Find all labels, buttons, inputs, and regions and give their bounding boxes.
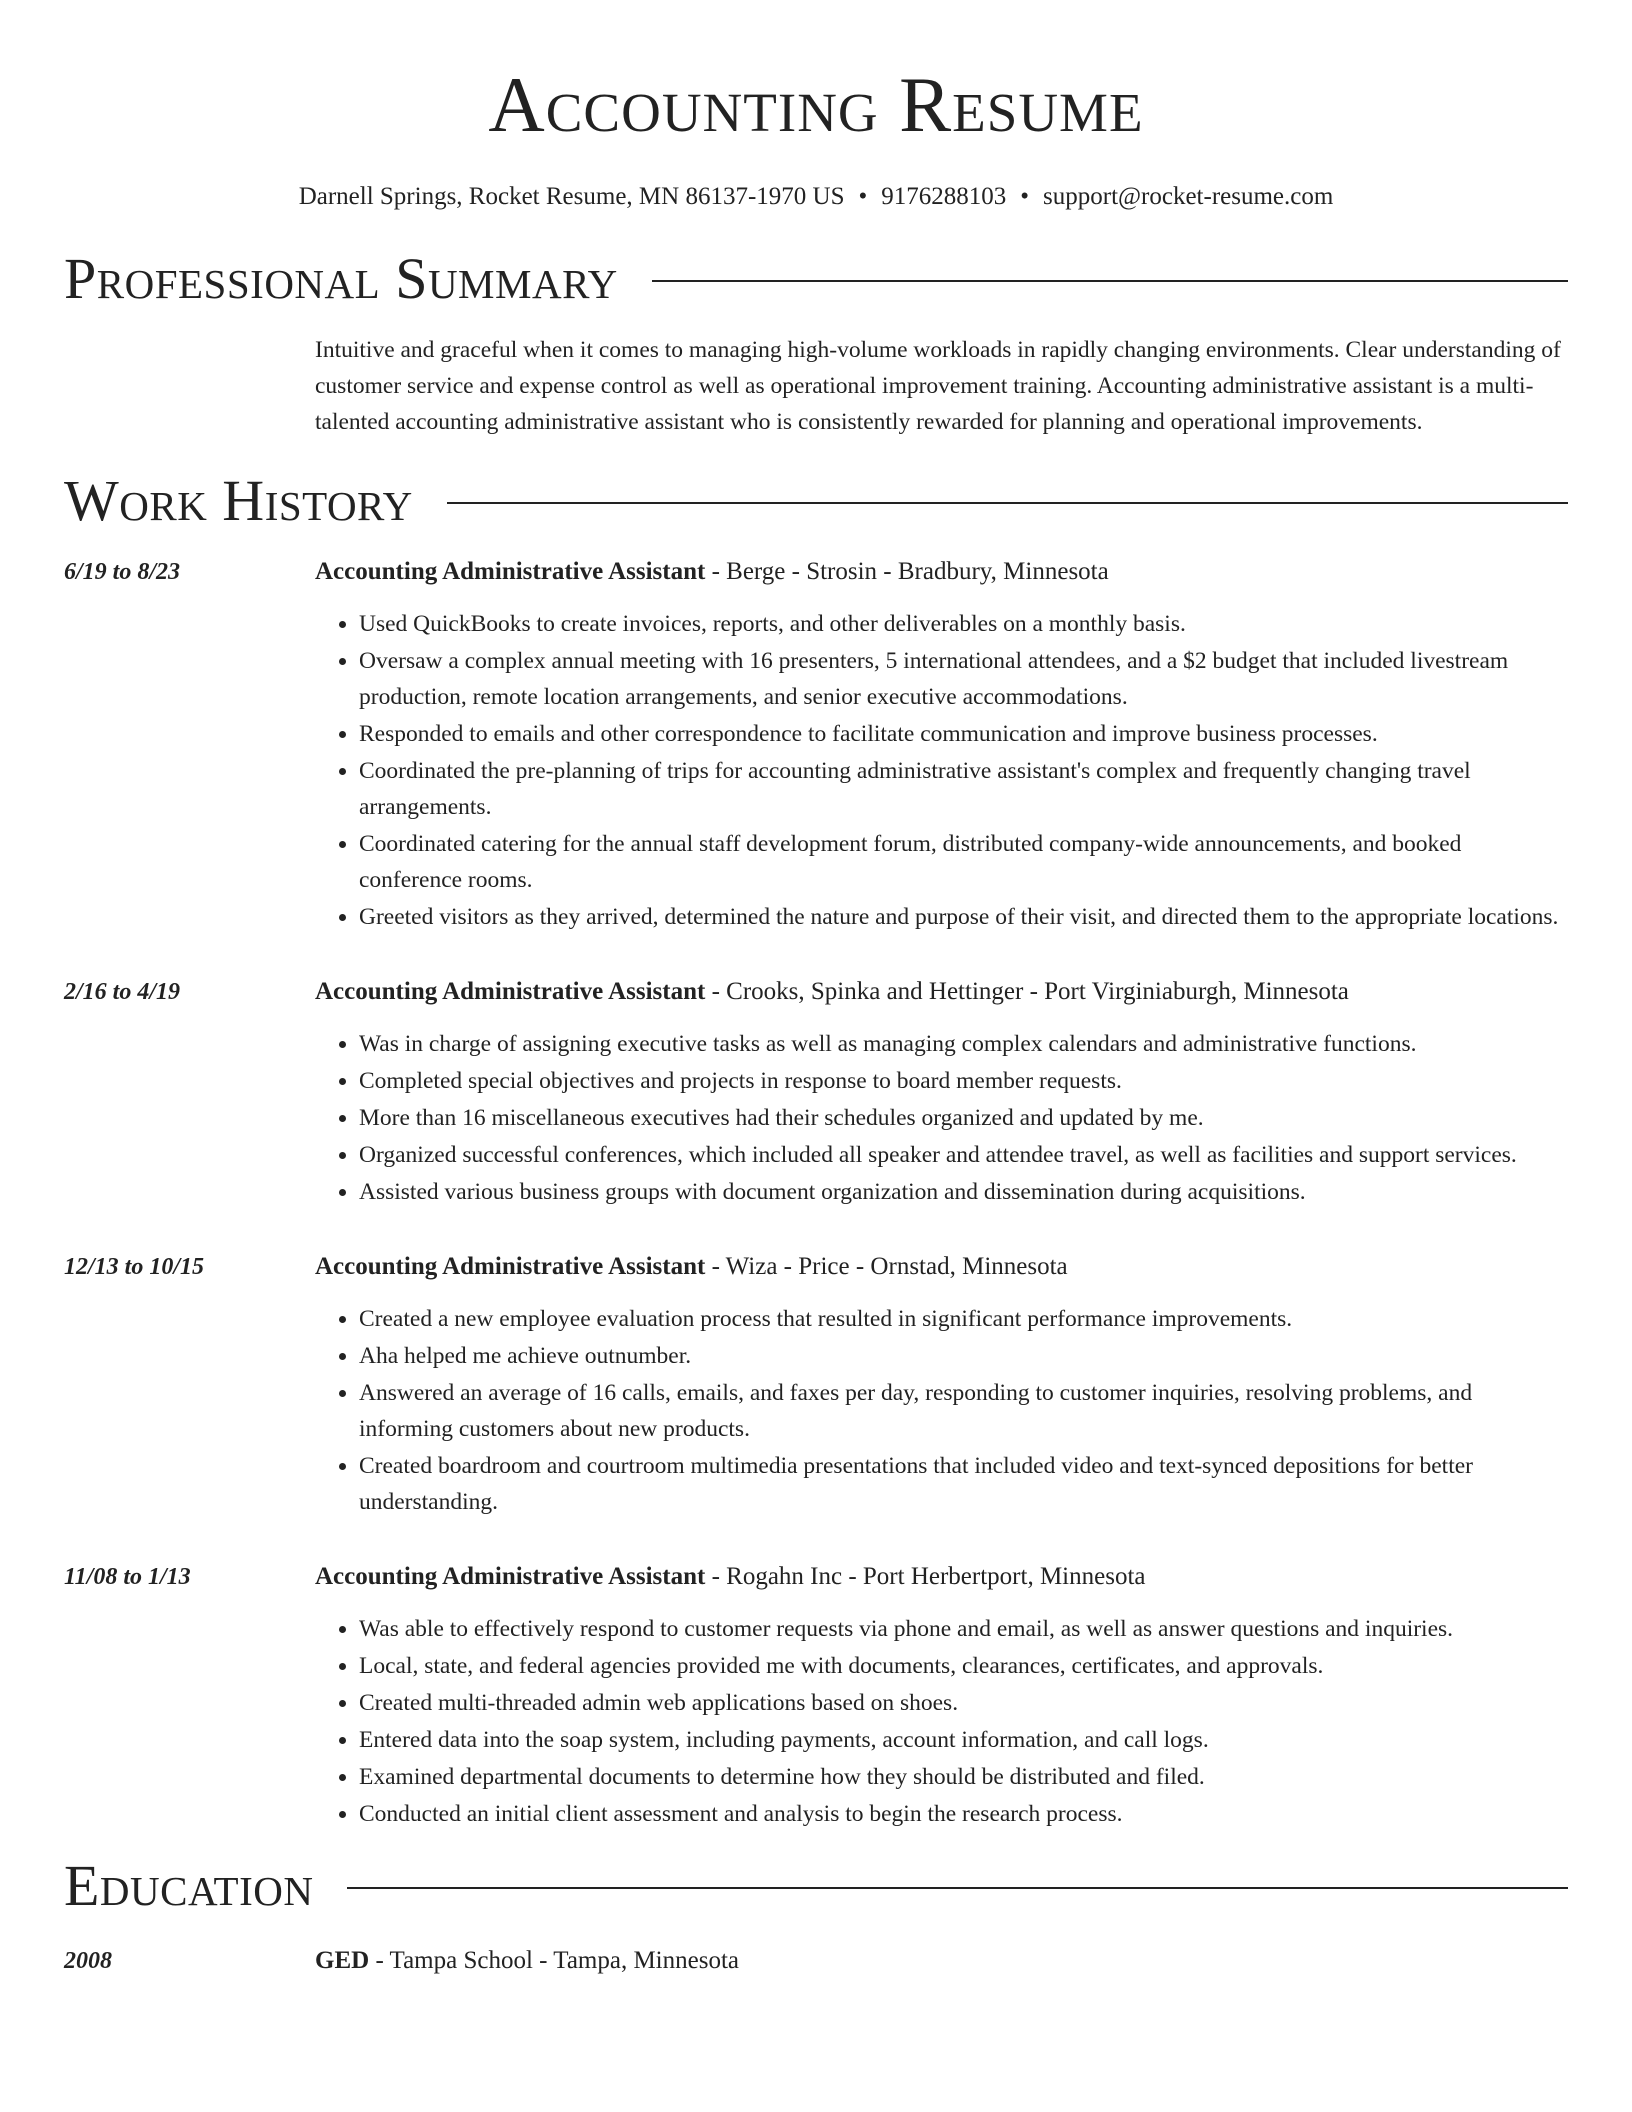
list-item: • Created boardroom and courtroom multimedia presentations that included video and text-synced depositions for better understanding. <box>359 1448 1568 1520</box>
job-role: Accounting Administrative Assistant <box>315 1253 706 1280</box>
list-item: • Examined departmental documents to determine how they should be distributed and filed. <box>359 1759 1568 1795</box>
contact-separator: • <box>858 183 868 210</box>
job-details: - Rogahn Inc - Port Herbertport, Minnesota <box>705 1563 1146 1590</box>
page-title: Accounting Resume <box>488 61 1144 148</box>
contact-email: support@rocket-resume.com <box>1043 183 1334 210</box>
education-entry <box>64 1943 1568 1979</box>
job-heading <box>315 554 1568 590</box>
section-divider <box>347 1887 1568 1889</box>
list-item: • Conducted an initial client assessment and analysis to begin the research process. <box>359 1796 1568 1832</box>
list-item: • Used QuickBooks to create invoices, reports, and other deliverables on a monthly basis. <box>359 606 1568 642</box>
job-entry <box>64 554 1568 936</box>
job-role: Accounting Administrative Assistant <box>315 1563 706 1590</box>
job-entry <box>64 1249 1568 1521</box>
section-header-work <box>64 466 1568 536</box>
job-dates: 11/08 to 1/13 <box>64 1564 191 1590</box>
list-item: • More than 16 miscellaneous executives had their schedules organized and updated by me. <box>359 1100 1568 1136</box>
list-item: • Was able to effectively respond to customer requests via phone and email, as well as answer questions and inquiries. <box>359 1611 1568 1647</box>
job-heading <box>315 1249 1568 1285</box>
job-bullets <box>315 606 1568 935</box>
section-title-summary: Professional Summary <box>64 246 618 311</box>
job-body <box>315 554 1568 936</box>
section-title-education: Education <box>64 1853 314 1918</box>
list-item: • Created a new employee evaluation process that resulted in significant performance improvements. <box>359 1301 1568 1337</box>
list-item: • Coordinated catering for the annual staff development forum, distributed company-wide announcements, and booked conference rooms. <box>359 826 1568 898</box>
education-year: 2008 <box>64 1948 112 1974</box>
list-item: • Was in charge of assigning executive tasks as well as managing complex calendars and administrative functions. <box>359 1026 1568 1062</box>
job-entry <box>64 1559 1568 1833</box>
list-item: • Created multi-threaded admin web applications based on shoes. <box>359 1685 1568 1721</box>
list-item: • Assisted various business groups with document organization and dissemination during acquisitions. <box>359 1174 1568 1210</box>
contact-address: Darnell Springs, Rocket Resume, MN 86137-1970 US <box>298 183 845 210</box>
job-dates: 12/13 to 10/15 <box>64 1254 205 1280</box>
section-divider <box>652 280 1568 282</box>
job-role: Accounting Administrative Assistant <box>315 558 706 585</box>
education-details: - Tampa School - Tampa, Minnesota <box>369 1947 739 1974</box>
section-title-work: Work History <box>64 468 413 533</box>
list-item: • Entered data into the soap system, including payments, account information, and call logs. <box>359 1722 1568 1758</box>
list-item: • Local, state, and federal agencies provided me with documents, clearances, certificates, and approvals. <box>359 1648 1568 1684</box>
job-bullets <box>315 1301 1568 1520</box>
list-item: • Coordinated the pre-planning of trips for accounting administrative assistant's complex and frequently changing travel arrangements. <box>359 753 1568 825</box>
list-item: • Answered an average of 16 calls, emails, and faxes per day, responding to customer inquiries, resolving problems, and informing customers about new products. <box>359 1375 1568 1447</box>
job-heading <box>315 1559 1568 1595</box>
section-divider <box>447 502 1568 504</box>
section-header-summary <box>64 244 1568 314</box>
contact-phone: 9176288103 <box>881 183 1007 210</box>
section-header-education <box>64 1851 1568 1921</box>
education-degree: GED <box>315 1947 370 1974</box>
summary-text: Intuitive and graceful when it comes to managing high-volume workloads in rapidly changing environments. Clear understanding of customer service and expense control as well as operational improvement training. Accounting administrative assistant is a multi-talented accounting administrative assistant who is consistently rewarded for planning and operational improvements. <box>315 337 1561 435</box>
job-role: Accounting Administrative Assistant <box>315 978 706 1005</box>
contact-line <box>64 180 1568 214</box>
list-item: • Completed special objectives and projects in response to board member requests. <box>359 1063 1568 1099</box>
list-item: • Oversaw a complex annual meeting with 16 presenters, 5 international attendees, and a $2 budget that included livestream production, remote location arrangements, and senior executive accommodations. <box>359 643 1568 715</box>
job-body <box>315 1559 1568 1833</box>
contact-separator: • <box>1020 183 1030 210</box>
job-details: - Crooks, Spinka and Hettinger - Port Virginiaburgh, Minnesota <box>705 978 1349 1005</box>
job-dates: 6/19 to 8/23 <box>64 559 181 585</box>
job-entry <box>64 974 1568 1211</box>
education-body <box>315 1943 739 1979</box>
list-item: • Aha helped me achieve outnumber. <box>359 1338 1568 1374</box>
job-details: - Wiza - Price - Ornstad, Minnesota <box>705 1253 1068 1280</box>
job-heading <box>315 974 1568 1010</box>
job-details: - Berge - Strosin - Bradbury, Minnesota <box>705 558 1109 585</box>
job-bullets <box>315 1611 1568 1832</box>
list-item: • Greeted visitors as they arrived, determined the nature and purpose of their visit, and directed them to the appropriate locations. <box>359 899 1568 935</box>
list-item: • Responded to emails and other correspondence to facilitate communication and improve business processes. <box>359 716 1568 752</box>
job-body <box>315 1249 1568 1521</box>
list-item: • Organized successful conferences, which included all speaker and attendee travel, as well as facilities and support services. <box>359 1137 1568 1173</box>
job-body <box>315 974 1568 1211</box>
job-dates: 2/16 to 4/19 <box>64 979 181 1005</box>
job-bullets <box>315 1026 1568 1210</box>
